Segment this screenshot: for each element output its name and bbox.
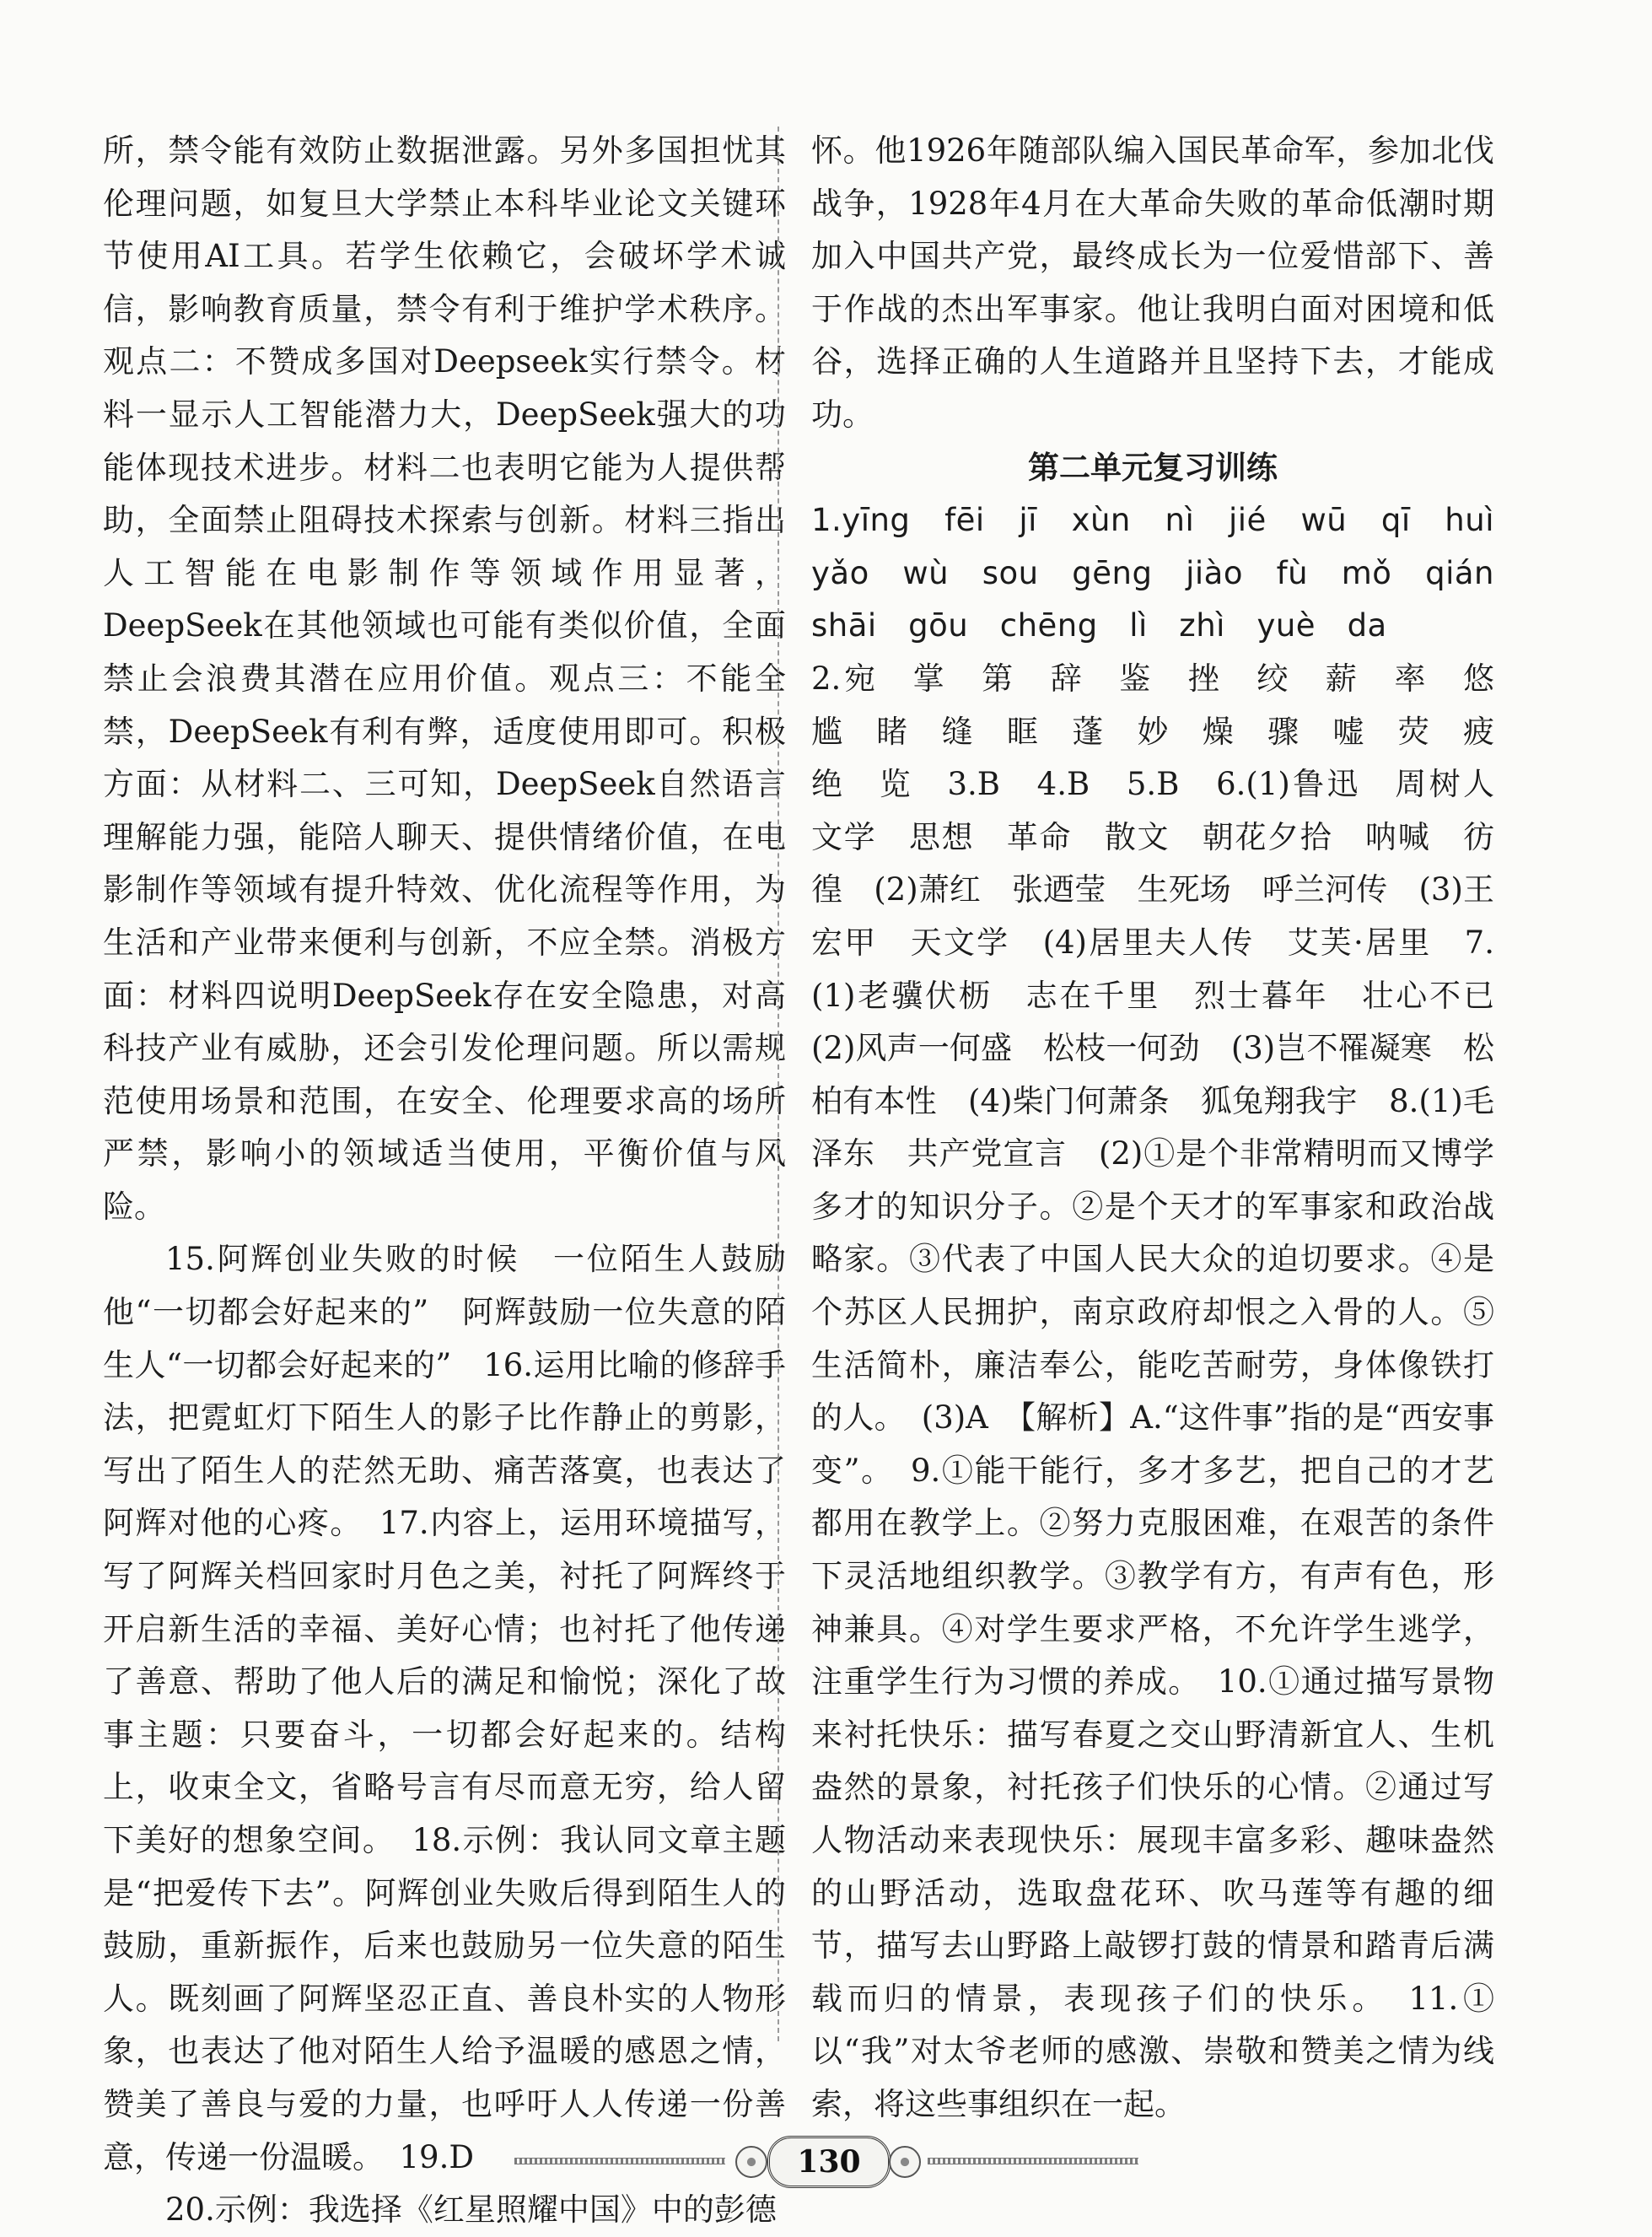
ornament-icon (889, 2146, 921, 2178)
page-footer (514, 2134, 1138, 2185)
right-column (811, 125, 1526, 2132)
left-paragraph-answers-15-19: 15.阿辉创业失败的时候 一位陌生人鼓励他“一切都会好起来的” 阿辉鼓励一位失意的陌生人“一切都会好起来的” 16.运用比喻的修辞手法，把霓虹灯下陌生人的影子比作静止的剪影，写出了陌生人的茫然无助、痛苦落寞，也表达了阿辉对他的心疼。 17.内容上，运用环境描写，写了阿辉关档回家时月色之美，衬托了阿辉终于开启新生活的幸福、美好心情；也衬托了他传递了善意、帮助了他人后的满足和愉悦；深化了故事主题：只要奋斗，一切都会好起来的。结构上，收束全文，省略号言有尽而意无穷，给人留下美好的想象空间。 18.示例：我认同文章主题是“把爱传下去”。阿辉创业失败后得到陌生人的鼓励，重新振作，后来也鼓励另一位失意的陌生人。既刻画了阿辉坚忍正直、善良朴实的人物形象，也表达了他对陌生人给予温暖的感恩之情，赞美了善良与爱的力量，也呼吁人人传递一份善意，传递一份温暖。 19.D (103, 1241, 786, 2175)
ornament-icon (735, 2146, 767, 2178)
column-divider (778, 127, 779, 2041)
left-paragraph-answer-20: 20.示例：我选择《红星照耀中国》中的彭德 (165, 2191, 777, 2229)
footer-rule-left (514, 2158, 725, 2164)
right-paragraph-continuation: 怀。他1926年随部队编入国民革命军，参加北伐战争，1928年4月在大革命失败的革命低潮时期加入中国共产党，最终成长为一位爱惜部下、善于作战的杰出军事家。他让我明白面对困境和低谷，选择正确的人生道路并且坚持下去，才能成功。 (811, 132, 1494, 433)
question-1-pinyin: 1.yīng fēi jī xùn nì jié wū qī huì yǎo wù sou gēng jiào fù mǒ qián shāi gōu chēng lì zhì yuè da (811, 502, 1526, 644)
section-title: 第二单元复习训练 (1028, 449, 1278, 486)
left-paragraph-continuation: 所，禁令能有效防止数据泄露。另外多国担忧其伦理问题，如复旦大学禁止本科毕业论文关键环节使用AI工具。若学生依赖它，会破坏学术诚信，影响教育质量，禁令有利于维护学术秩序。观点二：不赞成多国对Deepseek实行禁令。材料一显示人工智能潜力大，DeepSeek强大的功能体现技术进步。材料二也表明它能为人提供帮助，全面禁止阻碍技术探索与创新。材料三指出人工智能在电影制作等领域作用显著，DeepSeek在其他领域也可能有类似价值，全面禁止会浪费其潜在应用价值。观点三：不能全禁，DeepSeek有利有弊，适度使用即可。积极方面：从材料二、三可知，DeepSeek自然语言理解能力强，能陪人聊天、提供情绪价值，在电影制作等领域有提升特效、优化流程等作用，为生活和产业带来便利与创新，不应全禁。消极方面：材料四说明DeepSeek存在安全隐患，对高科技产业有威胁，还会引发伦理问题。所以需规范使用场景和范围，在安全、伦理要求高的场所严禁，影响小的领域适当使用，平衡价值与风险。 (103, 132, 786, 1225)
left-column (103, 125, 786, 2237)
footer-rule-right (928, 2158, 1138, 2164)
page-number: 130 (767, 2136, 891, 2188)
answers-2-11: 2.宛 掌 第 辞 鉴 挫 绞 薪 率 悠 尴 睹 缝 眶 蓬 妙 燥 骤 嘘 荧 疲 绝 览 3.B 4.B 5.B 6.(1)鲁迅 周树人 文学 思想 革命 散文 朝花夕拾 呐喊 彷徨 (2)萧红 张迺莹 生死场 呼兰河传 (3)王宏甲 天文学 (4)居里夫人传 艾芙·居里 7.(1)老骥伏枥 志在千里 烈士暮年 壮心不已 (2)风声一何盛 松枝一何劲 (3)岂不罹凝寒 松柏有本性 (4)柴门何萧条 狐兔翔我宇 8.(1)毛泽东 共产党宣言 (2)①是个非常精明而又博学多才的知识分子。②是个天才的军事家和政治战略家。③代表了中国人民大众的迫切要求。④是个苏区人民拥护，南京政府却恨之入骨的人。⑤生活简朴，廉洁奉公，能吃苦耐劳，身体像铁打的人。 (3)A 【解析】A.“这件事”指的是“西安事变”。 9.①能干能行，多才多艺，把自己的才艺都用在教学上。②努力克服困难，在艰苦的条件下灵活地组织教学。③教学有方，有声有色，形神兼具。④对学生要求严格，不允许学生逃学，注重学生行为习惯的养成。 10.①通过描写景物来衬托快乐：描写春夏之交山野清新宜人、生机盎然的景象，衬托孩子们快乐的心情。②通过写人物活动来表现快乐：展现丰富多彩、趣味盎然的山野活动，选取盘花环、吹马莲等有趣的细节，描写去山野路上敲锣打鼓的情景和踏青后满载而归的情景，表现孩子们的快乐。 11.①以“我”对太爷老师的感激、崇敬和赞美之情为线索，将这些事组织在一起。 (811, 660, 1526, 2122)
